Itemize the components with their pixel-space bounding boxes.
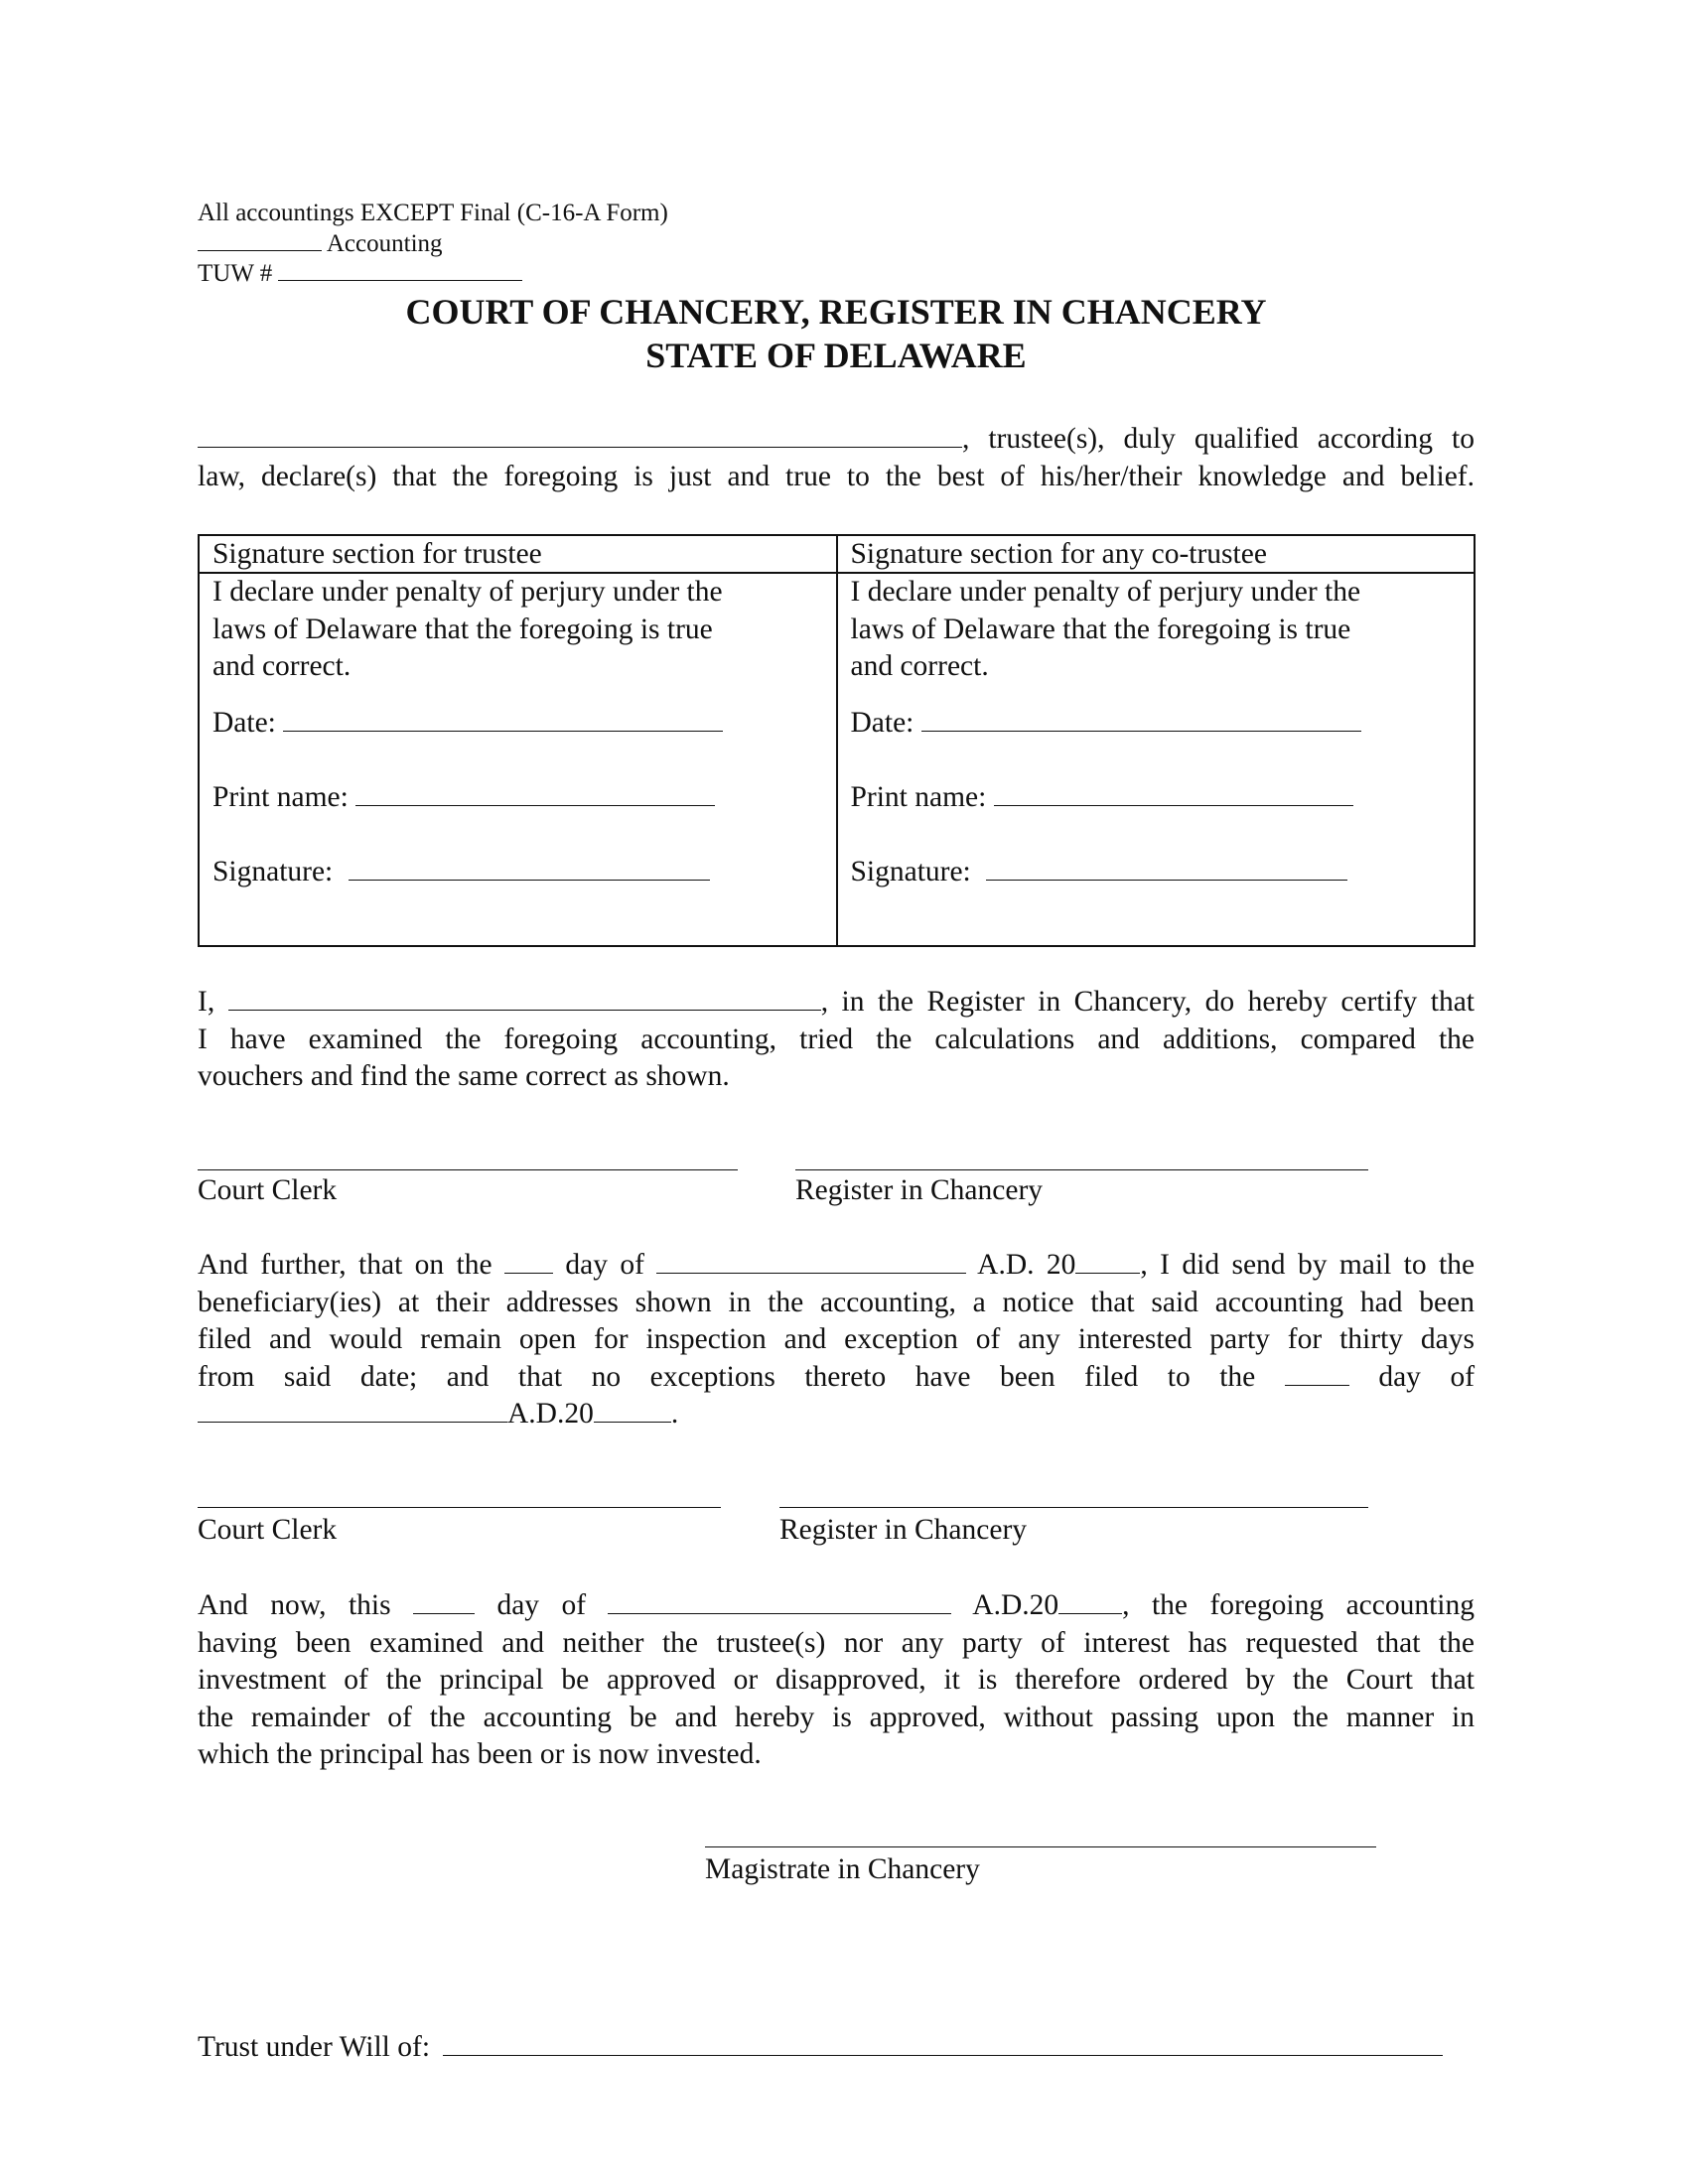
order-paragraph <box>198 1587 1475 1774</box>
order-text: investment of the principal be approved or disapproved, it is therefore ordered by the Court that <box>198 1664 1475 1696</box>
tuw-line <box>198 258 522 289</box>
notice-text: filed and would remain open for inspection and exception of any interested party for thirty days <box>198 1323 1475 1355</box>
notice-text: , I did send by mail to the <box>1140 1249 1476 1281</box>
register-label: Register in Chancery <box>795 1174 1044 1206</box>
exception-year-field[interactable] <box>594 1398 671 1423</box>
notice-text: . <box>670 1398 679 1430</box>
co-trustee-section <box>837 573 1476 946</box>
court-clerk-label: Court Clerk <box>198 1514 338 1546</box>
order-text: And now, this <box>198 1589 391 1621</box>
tuw-label: TUW # <box>198 260 273 287</box>
trustee-section-heading: Signature section for trustee <box>199 535 837 573</box>
order-text: day of <box>496 1589 587 1621</box>
date-label: Date: <box>850 706 914 739</box>
notice-text: day of <box>565 1249 644 1281</box>
certification-text: I, <box>198 986 215 1018</box>
signature-label: Signature: <box>212 855 334 887</box>
trustee-names-field[interactable] <box>198 423 962 448</box>
form-note: All accountings EXCEPT Final (C-16-A Form) <box>198 200 668 226</box>
order-year-field[interactable] <box>1058 1589 1122 1614</box>
print-name-label: Print name: <box>212 780 349 813</box>
co-trustee-signature-field[interactable] <box>986 856 1347 881</box>
exception-day-field[interactable] <box>1285 1361 1349 1386</box>
register-signature-line[interactable] <box>795 1169 1368 1170</box>
co-trustee-print-name-field[interactable] <box>994 781 1353 806</box>
perjury-statement: I declare under penalty of perjury under the <box>850 576 1361 608</box>
order-text: the remainder of the accounting be and hereby is approved, without passing upon the manner in <box>198 1701 1475 1733</box>
magistrate-signature-line[interactable] <box>705 1846 1376 1847</box>
tuw-number-field[interactable] <box>278 260 522 281</box>
notice-text: A.D.20 <box>507 1398 594 1430</box>
magistrate-label: Magistrate in Chancery <box>705 1853 980 1885</box>
order-text: which the principal has been or is now invested. <box>198 1738 762 1770</box>
order-month-field[interactable] <box>608 1589 951 1614</box>
order-text: A.D.20 <box>972 1589 1059 1621</box>
page-subtitle: STATE OF DELAWARE <box>645 336 1027 375</box>
court-clerk-signature-line[interactable] <box>198 1507 721 1508</box>
co-trustee-date-field[interactable] <box>921 707 1361 732</box>
page-title: COURT OF CHANCERY, REGISTER IN CHANCERY <box>405 292 1267 332</box>
trustee-print-name-field[interactable] <box>355 781 715 806</box>
order-day-field[interactable] <box>413 1589 475 1614</box>
order-text: having been examined and neither the trustee(s) nor any party of interest has requested that the <box>198 1626 1475 1659</box>
declaration-text: law, declare(s) that the foregoing is just and true to the best of his/her/their knowledge and belief. <box>198 460 1475 492</box>
testator-name-field[interactable] <box>443 2031 1443 2056</box>
notice-text: And further, that on the <box>198 1249 492 1281</box>
trust-under-will-line <box>198 2029 1443 2067</box>
accounting-type-line <box>198 228 443 259</box>
date-label: Date: <box>212 706 276 739</box>
certification-text: vouchers and find the same correct as shown. <box>198 1060 730 1092</box>
notice-text: day of <box>1378 1360 1476 1393</box>
register-label: Register in Chancery <box>779 1514 1028 1546</box>
notice-year-field[interactable] <box>1075 1249 1140 1274</box>
notice-text: A.D. 20 <box>977 1249 1076 1281</box>
perjury-statement: and correct. <box>850 650 989 682</box>
certification-text: I have examined the foregoing accounting, tried the calculations and additions, compared the <box>198 1023 1475 1055</box>
trustee-date-field[interactable] <box>283 707 723 732</box>
notice-month-field[interactable] <box>656 1249 966 1274</box>
perjury-statement: and correct. <box>212 650 352 682</box>
notice-text: from said date; and that no exceptions thereto have been filed to the <box>198 1360 1256 1393</box>
court-clerk-label: Court Clerk <box>198 1174 338 1206</box>
perjury-statement: laws of Delaware that the foregoing is true <box>850 613 1351 645</box>
register-signature-line[interactable] <box>779 1507 1368 1508</box>
signature-table <box>198 534 1476 947</box>
exception-month-field[interactable] <box>198 1398 507 1423</box>
court-clerk-signature-line[interactable] <box>198 1169 738 1170</box>
accounting-type-field[interactable] <box>198 230 322 251</box>
accounting-label: Accounting <box>326 230 443 257</box>
notice-paragraph <box>198 1247 1475 1433</box>
declaration-paragraph <box>198 421 1475 495</box>
perjury-statement: I declare under penalty of perjury under the <box>212 576 723 608</box>
perjury-statement: laws of Delaware that the foregoing is true <box>212 613 713 645</box>
co-trustee-section-heading: Signature section for any co-trustee <box>837 535 1476 573</box>
register-name-field[interactable] <box>228 986 821 1011</box>
print-name-label: Print name: <box>850 780 987 813</box>
certification-text: , in the Register in Chancery, do hereby certify that <box>820 986 1475 1018</box>
notice-day-field[interactable] <box>504 1249 553 1274</box>
trust-under-will-label: Trust under Will of: <box>198 2031 431 2063</box>
signature-label: Signature: <box>850 855 971 887</box>
notice-text: beneficiary(ies) at their addresses shown in the accounting, a notice that said accounting had been <box>198 1286 1475 1318</box>
trustee-section <box>199 573 837 946</box>
declaration-text: , trustee(s), duly qualified according to <box>962 423 1475 455</box>
order-text: , the foregoing accounting <box>1122 1589 1475 1621</box>
trustee-signature-field[interactable] <box>349 856 710 881</box>
certification-paragraph <box>198 984 1475 1096</box>
